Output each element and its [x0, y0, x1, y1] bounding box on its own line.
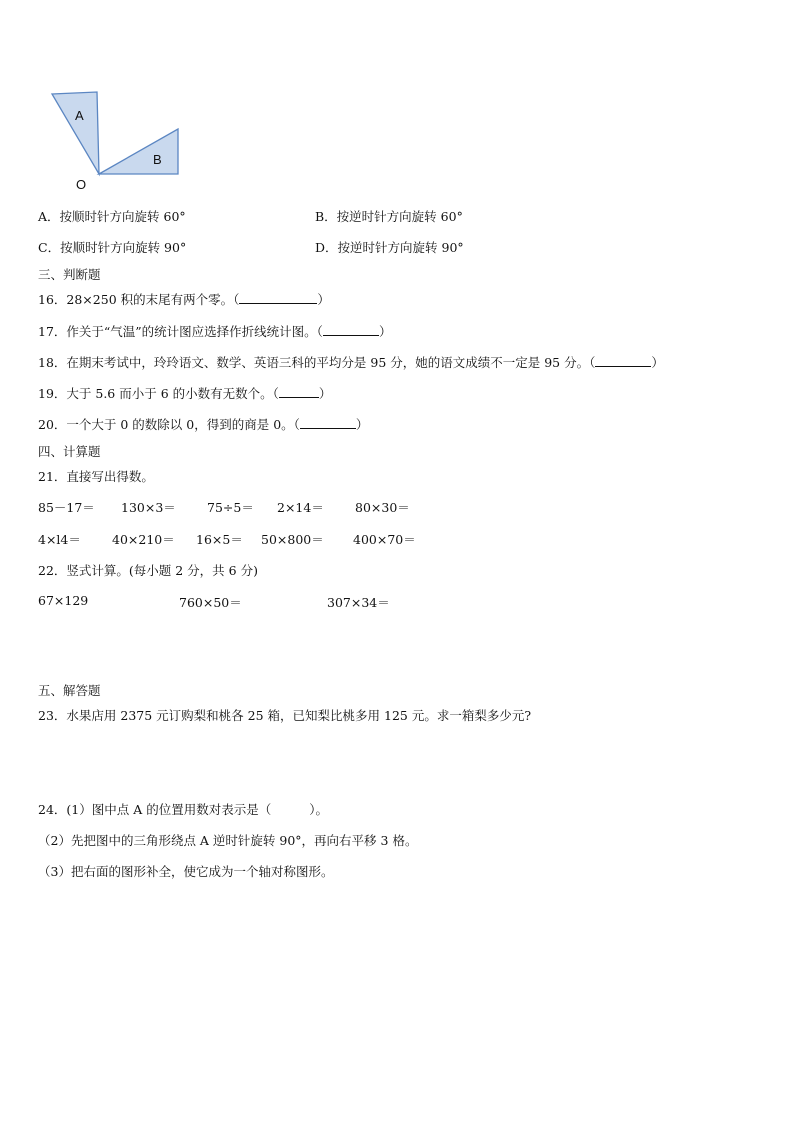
option-b: B．按逆时针方向旋转 60°: [315, 209, 463, 224]
q17-text: 17．作关于“气温”的统计图应选择作折线统计图。（: [38, 324, 323, 339]
option-d: D．按逆时针方向旋转 90°: [315, 240, 464, 255]
q22-item2: 760×50＝: [179, 595, 242, 610]
question-17: [38, 322, 391, 340]
q16-answer-blank[interactable]: [239, 292, 317, 304]
option-c: C．按顺时针方向旋转 90°: [38, 240, 187, 255]
q19-answer-blank[interactable]: [279, 386, 319, 398]
q18-close: ）: [651, 355, 664, 370]
q21-row2-item2: 40×210＝: [112, 532, 175, 547]
question-20: [38, 415, 368, 433]
q20-text: 20．一个大于 0 的数除以 0，得到的商是 0。（: [38, 417, 300, 432]
q17-close: ）: [378, 324, 392, 339]
question-23: 23．水果店用 2375 元订购梨和桃各 25 箱，已知梨比桃多用 125 元。求一箱梨多少元?: [38, 708, 532, 723]
section-3-title: 三、判断题: [38, 267, 101, 282]
q24-part1: [38, 800, 328, 818]
q21-row2-item4: 50×800＝: [261, 532, 324, 547]
q21-row1-item1: 85－17＝: [38, 500, 95, 515]
q24-part1-suffix: ）。: [309, 802, 328, 817]
q22-title: 22．竖式计算。(每小题 2 分，共 6 分): [38, 563, 258, 578]
q22-item1: 67×129: [38, 593, 89, 608]
q18-text: 18．在期末考试中，玲玲语文、数学、英语三科的平均分是 95 分，她的语文成绩不一定是 95 分。（: [38, 355, 596, 370]
q19-close: ）: [318, 386, 332, 401]
rotation-figure: [40, 86, 200, 196]
q21-row1-item2: 130×3＝: [121, 500, 176, 515]
triangle-a: [52, 92, 99, 174]
label-b: B: [153, 152, 162, 167]
q17-answer-blank[interactable]: [323, 324, 379, 336]
q24-part2: （2）先把图中的三角形绕点 A 逆时针旋转 90°，再向右平移 3 格。: [38, 833, 418, 848]
q24-part1-prefix: 24．(1）图中点 A 的位置用数对表示是（: [38, 802, 272, 817]
label-o: O: [76, 177, 87, 192]
q21-row1-item4: 2×14＝: [277, 500, 324, 515]
q21-row1-item3: 75÷5＝: [207, 500, 254, 515]
q21-row2-item5: 400×70＝: [353, 532, 416, 547]
q22-item3: 307×34＝: [327, 595, 390, 610]
q24-part3: （3）把右面的图形补全，使它成为一个轴对称图形。: [38, 864, 334, 879]
question-16: [38, 290, 330, 308]
section-4-title: 四、计算题: [38, 444, 101, 459]
triangle-b: [99, 129, 178, 174]
triangles-diagram: [40, 86, 200, 196]
section-5-title: 五、解答题: [38, 683, 101, 698]
q21-title: 21．直接写出得数。: [38, 469, 154, 484]
option-a: A．按顺时针方向旋转 60°: [38, 209, 186, 224]
q19-text: 19．大于 5.6 而小于 6 的小数有无数个。（: [38, 386, 279, 401]
q16-close: ）: [317, 292, 330, 307]
q21-row2-item1: 4×l4＝: [38, 532, 81, 547]
q21-row2-item3: 16×5＝: [196, 532, 243, 547]
q18-answer-blank[interactable]: [595, 355, 651, 367]
label-a: A: [75, 108, 84, 123]
question-19: [38, 384, 331, 402]
q21-row1-item5: 80×30＝: [355, 500, 410, 515]
question-18: [38, 353, 664, 371]
q20-answer-blank[interactable]: [300, 417, 356, 429]
q20-close: ）: [355, 417, 369, 432]
q16-text: 16．28×250 积的末尾有两个零。（: [38, 292, 240, 307]
